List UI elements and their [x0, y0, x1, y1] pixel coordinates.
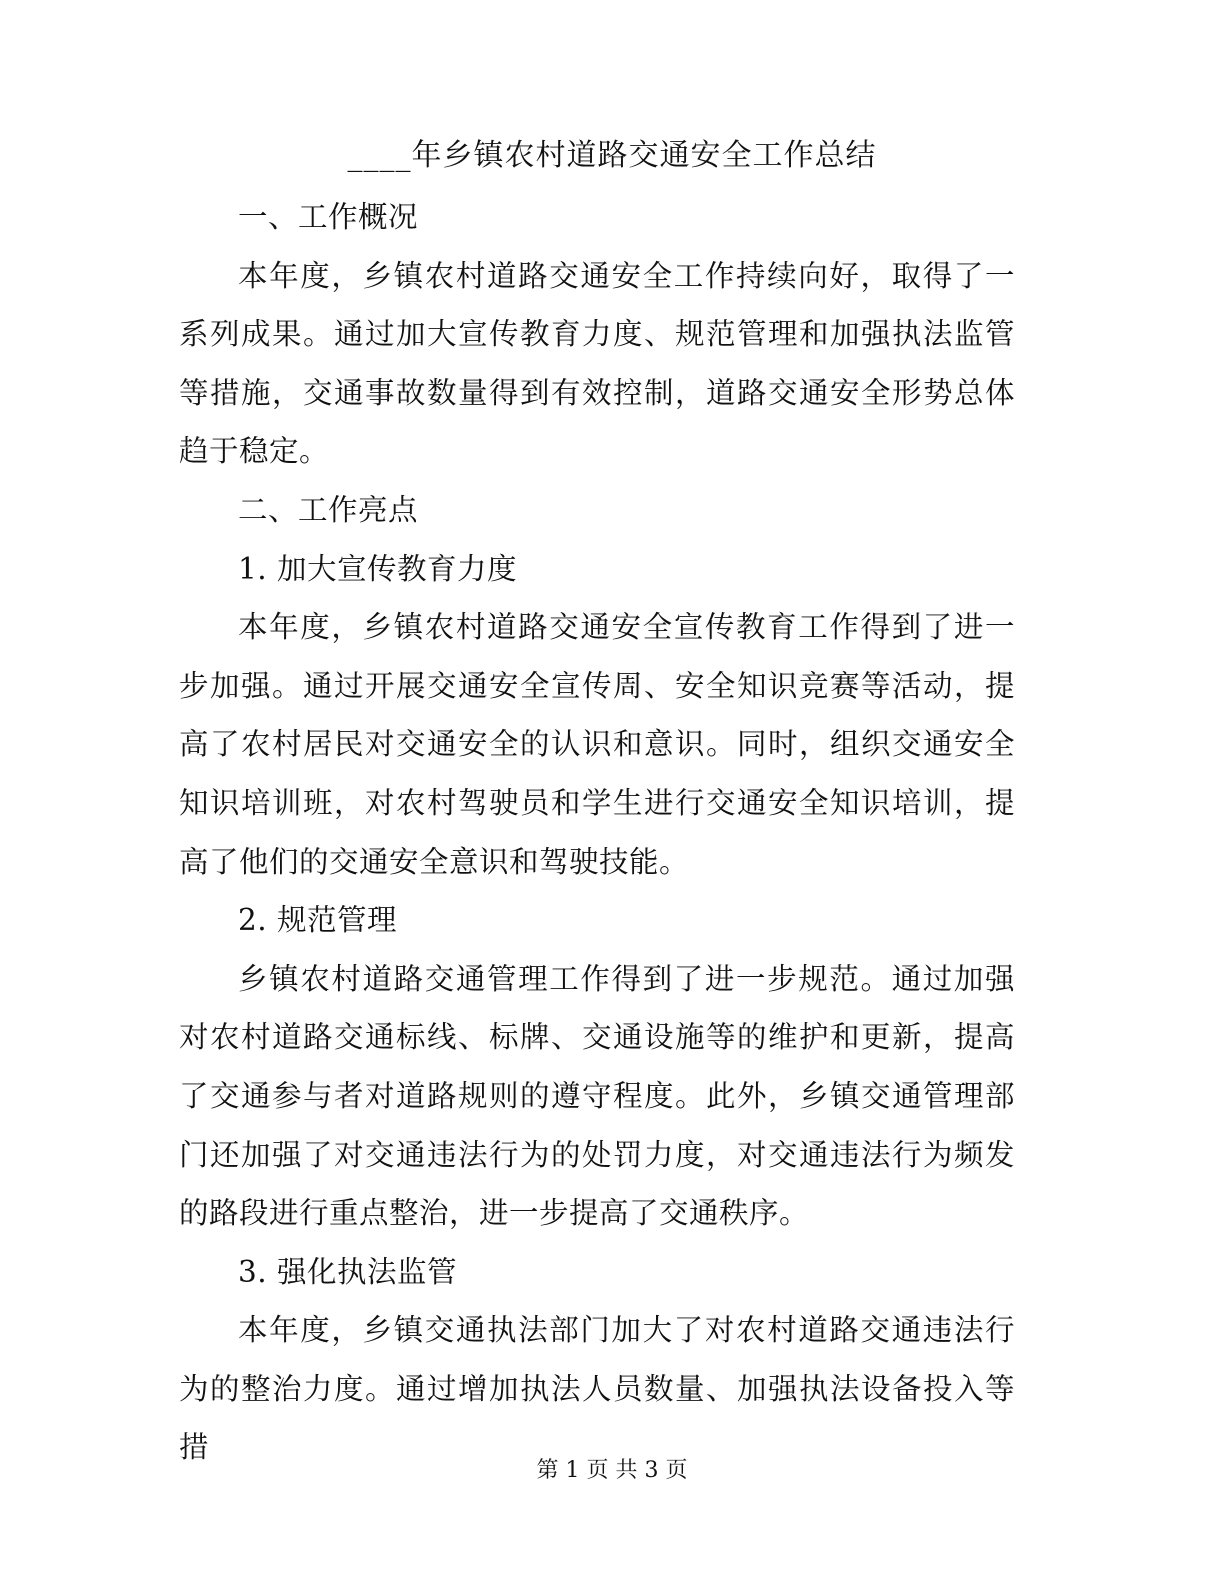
section-heading-highlights: 二、工作亮点 [238, 492, 419, 527]
paragraph-publicity: 本年度，乡镇农村道路交通安全宣传教育工作得到了进一步加强。通过开展交通安全宣传周、安全知识竞赛等活动，提高了农村居民对交通安全的认识和意识。同时，组织交通安全知识培训班，对农村驾驶员和学生进行交通安全知识培训，提高了他们的交通安全意识和驾驶技能。 [179, 610, 1015, 879]
subheading-management: 2. 规范管理 [238, 903, 398, 938]
paragraph-management: 乡镇农村道路交通管理工作得到了进一步规范。通过加强对农村道路交通标线、标牌、交通设施等的维护和更新，提高了交通参与者对道路规则的遵守程度。此外，乡镇交通管理部门还加强了对交通违法行为的处罚力度，对交通违法行为频发的路段进行重点整治，进一步提高了交通秩序。 [179, 961, 1015, 1231]
paragraph-overview: 本年度，乡镇农村道路交通安全工作持续向好，取得了一系列成果。通过加大宣传教育力度、规范管理和加强执法监管等措施，交通事故数量得到有效控制，道路交通安全形势总体趋于稳定。 [179, 258, 1015, 469]
subheading-publicity: 1. 加大宣传教育力度 [238, 551, 518, 586]
page-footer: 第 1 页 共 3 页 [536, 1458, 688, 1483]
paragraph-enforcement: 本年度，乡镇交通执法部门加大了对农村道路交通违法行为的整治力度。通过增加执法人员数量、加强执法设备投入等措 [179, 1313, 1015, 1465]
section-heading-overview: 一、工作概况 [238, 200, 419, 234]
subheading-enforcement: 3. 强化执法监管 [238, 1254, 458, 1289]
document-title: ____年乡镇农村道路交通安全工作总结 [347, 138, 877, 173]
document-body [179, 188, 1015, 1477]
